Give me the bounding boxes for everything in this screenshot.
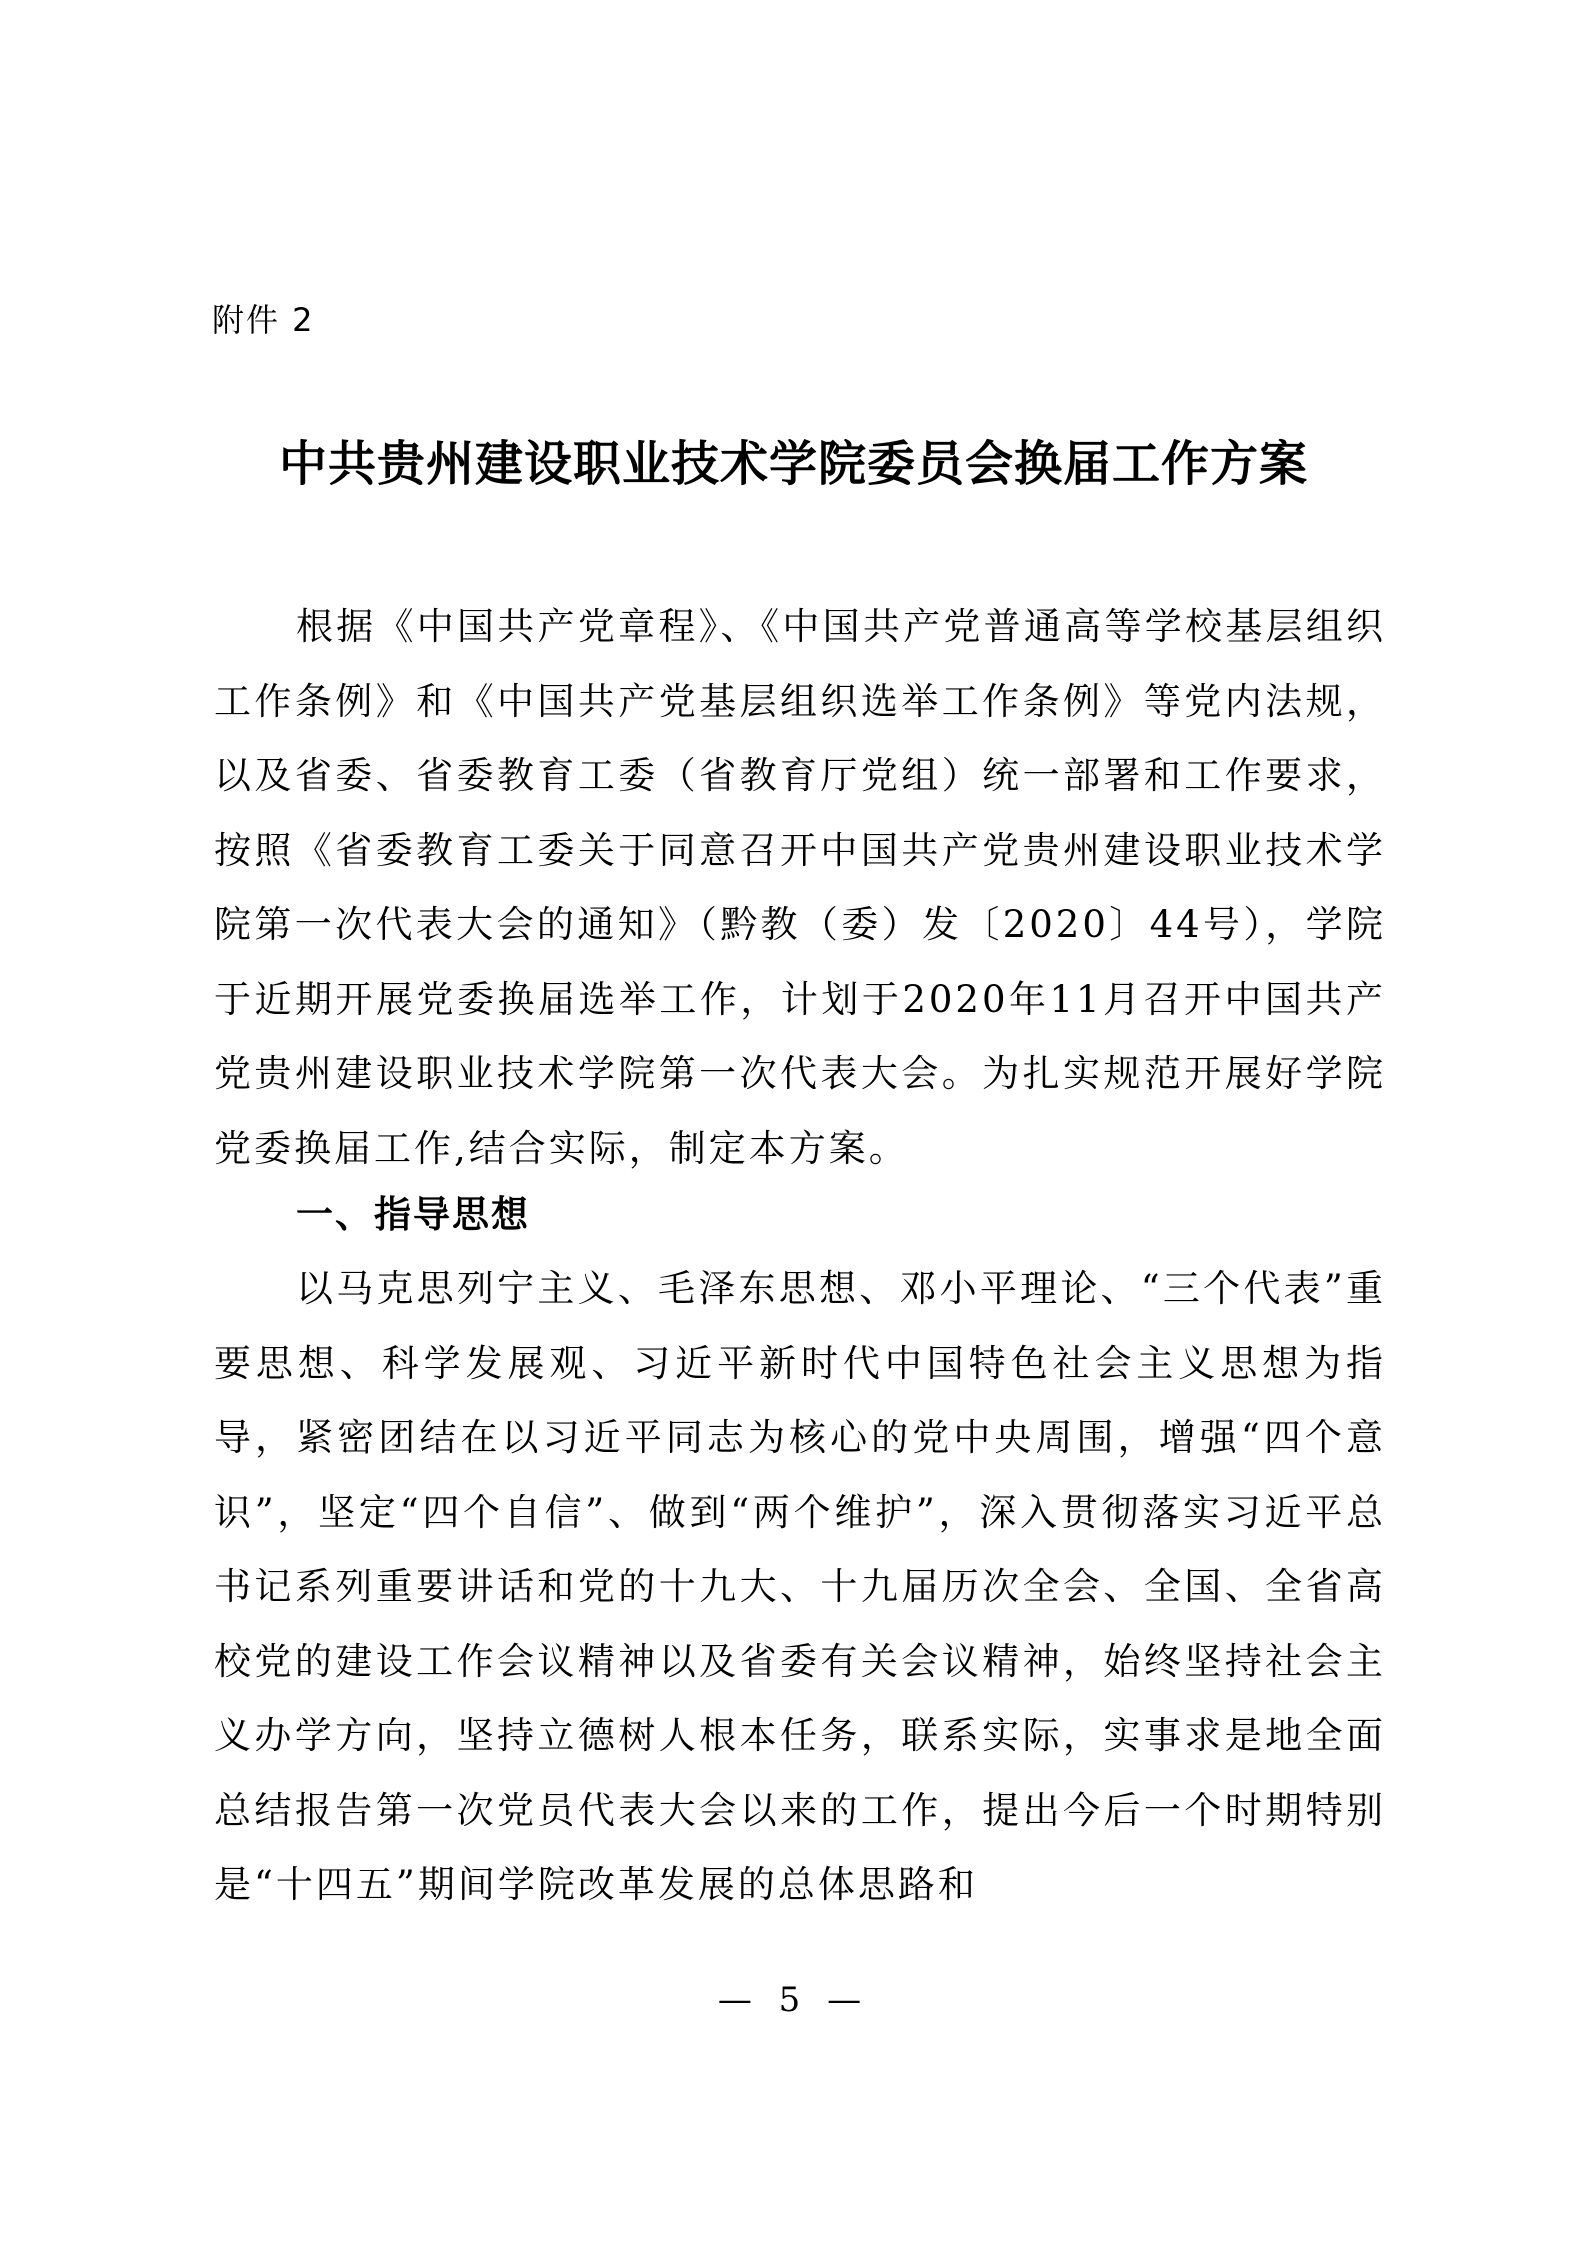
body-paragraph-guiding-ideology: 以马克思列宁主义、毛泽东思想、邓小平理论、“三个代表”重要思想、科学发展观、习近平新时代中国特色社会主义思想为指导，紧密团结在以习近平同志为核心的党中央周围，增强“四个意识”，坚定“四个自信”、做到“两个维护”，深入贯彻落实习近平总书记系列重要讲话和党的十九大、十九届历次全会、全国、全省高校党的建设工作会议精神以及省委有关会议精神，始终坚持社会主义办学方向，坚持立德树人根本任务，联系实际，实事求是地全面总结报告第一次党员代表大会以来的工作，提出今后一个时期特别是“十四五”期间学院改革发展的总体思路和	[214, 1267, 1386, 1906]
section-heading-guiding-ideology: 一、指导思想	[296, 1193, 530, 1236]
attachment-label: 附件 2	[212, 301, 315, 339]
page-number: — 5 —	[717, 1980, 870, 2020]
body-paragraph-intro: 根据《中国共产党章程》、《中国共产党普通高等学校基层组织工作条例》和《中国共产党基层组织选举工作条例》等党内法规，以及省委、省委教育工委（省教育厅党组）统一部署和工作要求，按照《省委教育工委关于同意召开中国共产党贵州建设职业技术学院第一次代表大会的通知》（黔教（委）发〔2020〕44号），学院于近期开展党委换届选举工作，计划于2020年11月召开中国共产党贵州建设职业技术学院第一次代表大会。为扎实规范开展好学院党委换届工作,结合实际，制定本方案。	[214, 605, 1386, 1170]
document-title: 中共贵州建设职业技术学院委员会换届工作方案	[278, 436, 1308, 492]
